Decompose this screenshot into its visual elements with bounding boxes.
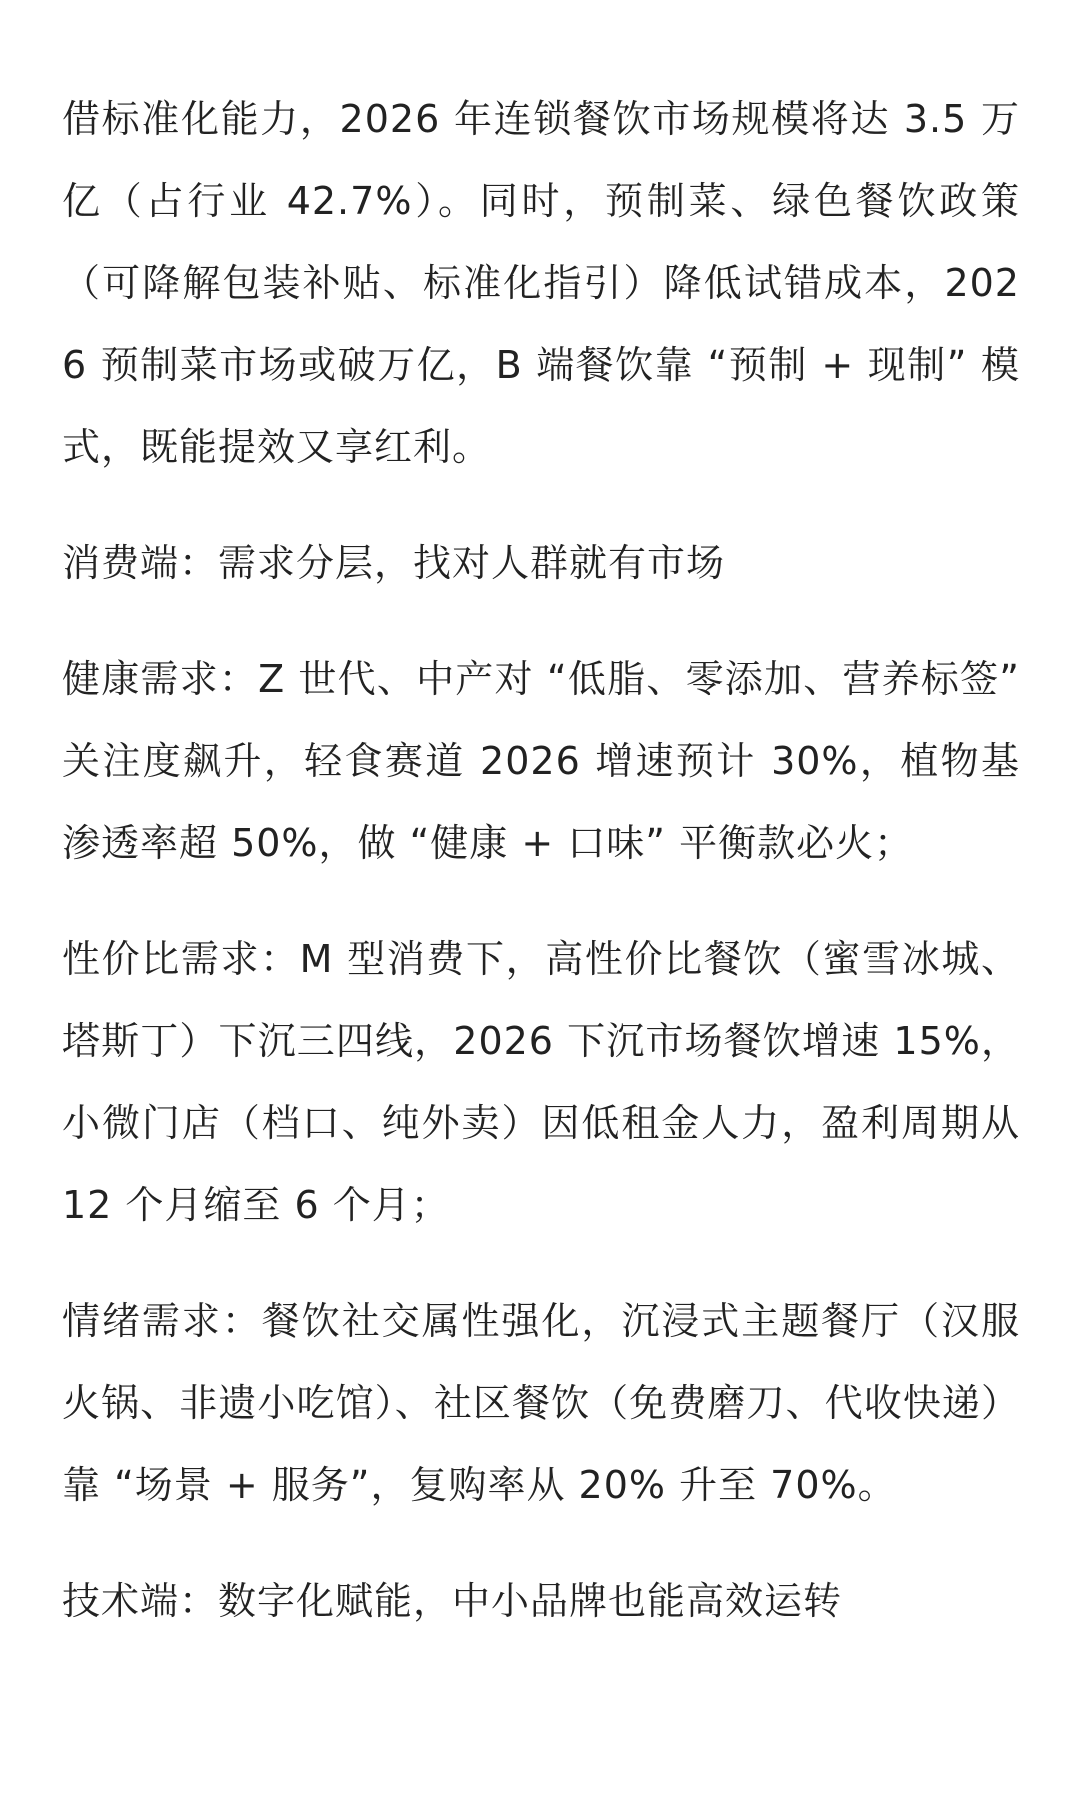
paragraph-value-demand: 性价比需求：M 型消费下，高性价比餐饮（蜜雪冰城、塔斯丁）下沉三四线，2026 下沉市场餐饮增速 15%，小微门店（档口、纯外卖）因低租金人力，盈利周期从 12 个月缩至 6 个月； [62, 937, 1020, 1227]
article-body [62, 78, 1020, 1676]
paragraph-health-demand: 健康需求：Z 世代、中产对 “低脂、零添加、营养标签” 关注度飙升，轻食赛道 2026 增速预计 30%，植物基渗透率超 50%，做 “健康 + 口味” 平衡款必火； [62, 657, 1020, 865]
paragraph-chain-catering-policy: 借标准化能力，2026 年连锁餐饮市场规模将达 3.5 万亿（占行业 42.7%）。同时，预制菜、绿色餐饮政策（可降解包装补贴、标准化指引）降低试错成本，2026 预制菜市场或破万亿，B 端餐饮靠 “预制 + 现制” 模式，既能提效又享红利。 [62, 97, 1020, 469]
paragraph-emotional-demand: 情绪需求：餐饮社交属性强化，沉浸式主题餐厅（汉服火锅、非遗小吃馆）、社区餐饮（免费磨刀、代收快递）靠 “场景 + 服务”，复购率从 20% 升至 70%。 [62, 1299, 1020, 1507]
section-heading-technology-side: 技术端：数字化赋能，中小品牌也能高效运转 [62, 1579, 843, 1623]
section-heading-consumer-side: 消费端：需求分层，找对人群就有市场 [62, 541, 726, 585]
